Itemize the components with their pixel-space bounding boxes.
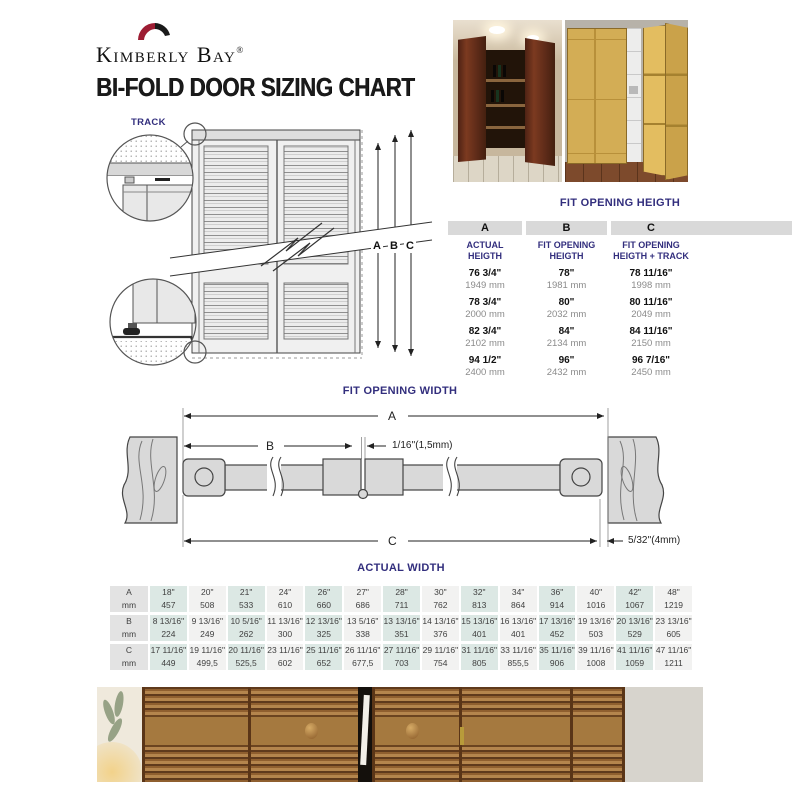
closet-interior xyxy=(483,50,528,148)
side-gap-dimension: 5/32''(4mm) xyxy=(628,535,681,546)
width-table-cell: 23 11/16" 602 xyxy=(267,645,303,668)
width-table-row-label: A mm xyxy=(110,586,148,612)
width-table-title: ACTUAL WIDTH xyxy=(357,562,445,574)
door-knob xyxy=(406,723,419,739)
width-table-cell: 30" 762 xyxy=(422,586,459,612)
plant-leaf xyxy=(113,691,125,718)
height-table-cell: 80 11/16" 2049 mm xyxy=(629,297,673,320)
closed-door-panels xyxy=(567,28,627,164)
width-table-cell: 26 11/16" 677,5 xyxy=(344,645,381,668)
width-table-cell: 27" 686 xyxy=(344,586,381,612)
height-table-key-row xyxy=(448,221,792,235)
width-table-cell: 20" 508 xyxy=(189,586,226,612)
width-table-cell: 31 11/16" 805 xyxy=(461,645,498,668)
width-dim-b: B xyxy=(262,440,278,453)
width-dim-c: C xyxy=(384,535,401,548)
height-table-cell: 96 7/16" 2450 mm xyxy=(631,355,671,378)
width-table-cell: 9 13/16" 249 xyxy=(189,615,226,641)
ceiling-light xyxy=(489,26,505,34)
width-table-cell: 32" 813 xyxy=(461,586,498,612)
width-table-grid xyxy=(110,586,692,670)
page-title: BI-FOLD DOOR SIZING CHART xyxy=(96,72,415,102)
width-table-cell: 25 11/16" 652 xyxy=(306,645,342,668)
folded-door-panel xyxy=(665,23,688,180)
width-table-cell: 48" 1219 xyxy=(655,586,692,612)
actual-width-table xyxy=(110,562,692,670)
height-col-key: C xyxy=(611,221,792,235)
logo-arc-icon xyxy=(136,22,172,41)
lamp-glow xyxy=(97,742,142,782)
louvered-doors xyxy=(142,687,625,782)
height-table-cell: 94 1/2" 2400 mm xyxy=(465,355,505,378)
height-table-header-row xyxy=(448,240,792,261)
door-diagram-drawing xyxy=(95,115,435,375)
width-table-cell: 47 11/16" 1211 xyxy=(655,645,692,668)
width-table-cell: 34" 864 xyxy=(500,586,537,612)
fit-opening-width-diagram xyxy=(90,383,710,561)
width-table-cell: 39 11/16" 1008 xyxy=(578,645,614,668)
center-gap-dimension: 1/16''(1,5mm) xyxy=(392,440,453,451)
width-table-cell: 18" 457 xyxy=(150,586,187,612)
open-door-right xyxy=(525,38,555,166)
width-table-cell: 29 11/16" 754 xyxy=(422,645,459,668)
height-col-header: FIT OPENING HEIGTH xyxy=(537,240,596,261)
width-table-cell: 13 13/16" 351 xyxy=(383,616,420,639)
height-col-key: B xyxy=(526,221,607,235)
width-table-cell: 41 11/16" 1059 xyxy=(616,645,653,668)
width-table-cell: 15 13/16" 401 xyxy=(461,616,498,639)
width-table-cell: 19 11/16" 499,5 xyxy=(189,645,226,668)
door-mid-rail xyxy=(142,715,625,747)
height-table-cell: 78 11/16" 1998 mm xyxy=(629,268,673,291)
width-table-cell: 36" 914 xyxy=(539,586,576,612)
height-table-cell: 76 3/4" 1949 mm xyxy=(465,268,505,291)
width-table-cell: 14 13/16" 376 xyxy=(422,616,459,639)
height-table-cell: 84" 2134 mm xyxy=(546,326,587,349)
width-table-cell: 17 13/16" 452 xyxy=(538,616,576,639)
door-opening-gap xyxy=(358,687,372,782)
width-table-cell: 10 5/16" 262 xyxy=(228,615,265,641)
height-table-title: FIT OPENING HEIGTH xyxy=(559,197,681,209)
width-table-cell: 17 11/16" 449 xyxy=(150,645,187,668)
height-table-cell: 80" 2032 mm xyxy=(546,297,587,320)
width-table-cell: 40" 1016 xyxy=(577,586,614,612)
width-table-row-label: C mm xyxy=(110,644,148,670)
width-table-cell: 12 13/16" 325 xyxy=(305,616,342,639)
door-height-diagram xyxy=(95,115,435,375)
height-table-row xyxy=(448,355,792,379)
width-table-cell: 13 5/16" 338 xyxy=(344,615,381,641)
width-table-cell: 42" 1067 xyxy=(616,586,653,612)
width-table-cell: 26" 660 xyxy=(305,586,342,612)
door-dim-a: A xyxy=(373,240,381,252)
height-col-key: A xyxy=(448,221,522,235)
width-table-cell: 19 13/16" 503 xyxy=(577,616,614,639)
width-table-row-label: B mm xyxy=(110,615,148,641)
height-table-row xyxy=(448,268,792,292)
open-door-left xyxy=(458,36,486,162)
door-knob xyxy=(305,723,318,739)
registered-mark: ® xyxy=(236,45,244,55)
wall-right xyxy=(625,687,703,782)
open-closet-shelves xyxy=(627,28,641,162)
bottles xyxy=(491,90,507,102)
folded-door-panel xyxy=(643,25,666,176)
height-table-cell: 78" 1981 mm xyxy=(546,268,587,291)
width-table-cell: 35 11/16" 906 xyxy=(539,645,575,668)
height-table-cell: 82 3/4" 2102 mm xyxy=(465,326,505,349)
bottles xyxy=(493,65,509,77)
width-table-cell: 20 11/16" 525,5 xyxy=(228,645,264,668)
door-dim-c: C xyxy=(406,240,414,252)
width-table-cell: 33 11/16" 855,5 xyxy=(500,645,536,668)
height-table-cell: 78 3/4" 2000 mm xyxy=(465,297,505,320)
fit-opening-height-table xyxy=(448,197,792,379)
height-table-row xyxy=(448,326,792,350)
width-table-cell: 27 11/16" 703 xyxy=(383,645,420,668)
height-col-header: FIT OPENING HEIGTH + TRACK xyxy=(613,240,689,261)
photo-louvered-bifold-doors xyxy=(97,687,703,782)
width-table-cell: 21" 533 xyxy=(228,586,265,612)
width-table-cell: 28" 711 xyxy=(383,586,420,612)
width-table-cell: 20 13/16" 529 xyxy=(616,616,653,639)
photo-pine-bifold-doors xyxy=(565,20,688,182)
brand-name: Kimberly Bay® xyxy=(96,42,244,67)
height-col-header: ACTUAL HEIGTH xyxy=(466,240,504,261)
height-table-cell: 84 11/16" 2150 mm xyxy=(629,326,673,349)
width-table-cell: 23 13/16" 605 xyxy=(655,616,692,639)
brass-hinge xyxy=(460,727,464,745)
height-table-cell: 96" 2432 mm xyxy=(546,355,587,378)
door-dim-b: B xyxy=(390,240,398,252)
width-table-cell: 11 13/16" 300 xyxy=(267,616,303,639)
width-dim-a: A xyxy=(384,410,400,423)
hanging-clothes xyxy=(360,695,370,765)
height-table-row xyxy=(448,297,792,321)
width-table-cell: 16 13/16" 401 xyxy=(500,616,537,639)
width-diagram-title: FIT OPENING WIDTH xyxy=(342,385,458,397)
width-table-cell: 24" 610 xyxy=(267,586,304,612)
track-label: TRACK xyxy=(131,117,166,128)
width-table-cell: 8 13/16" 224 xyxy=(150,615,187,641)
photo-cherry-bifold-doors xyxy=(453,20,562,182)
